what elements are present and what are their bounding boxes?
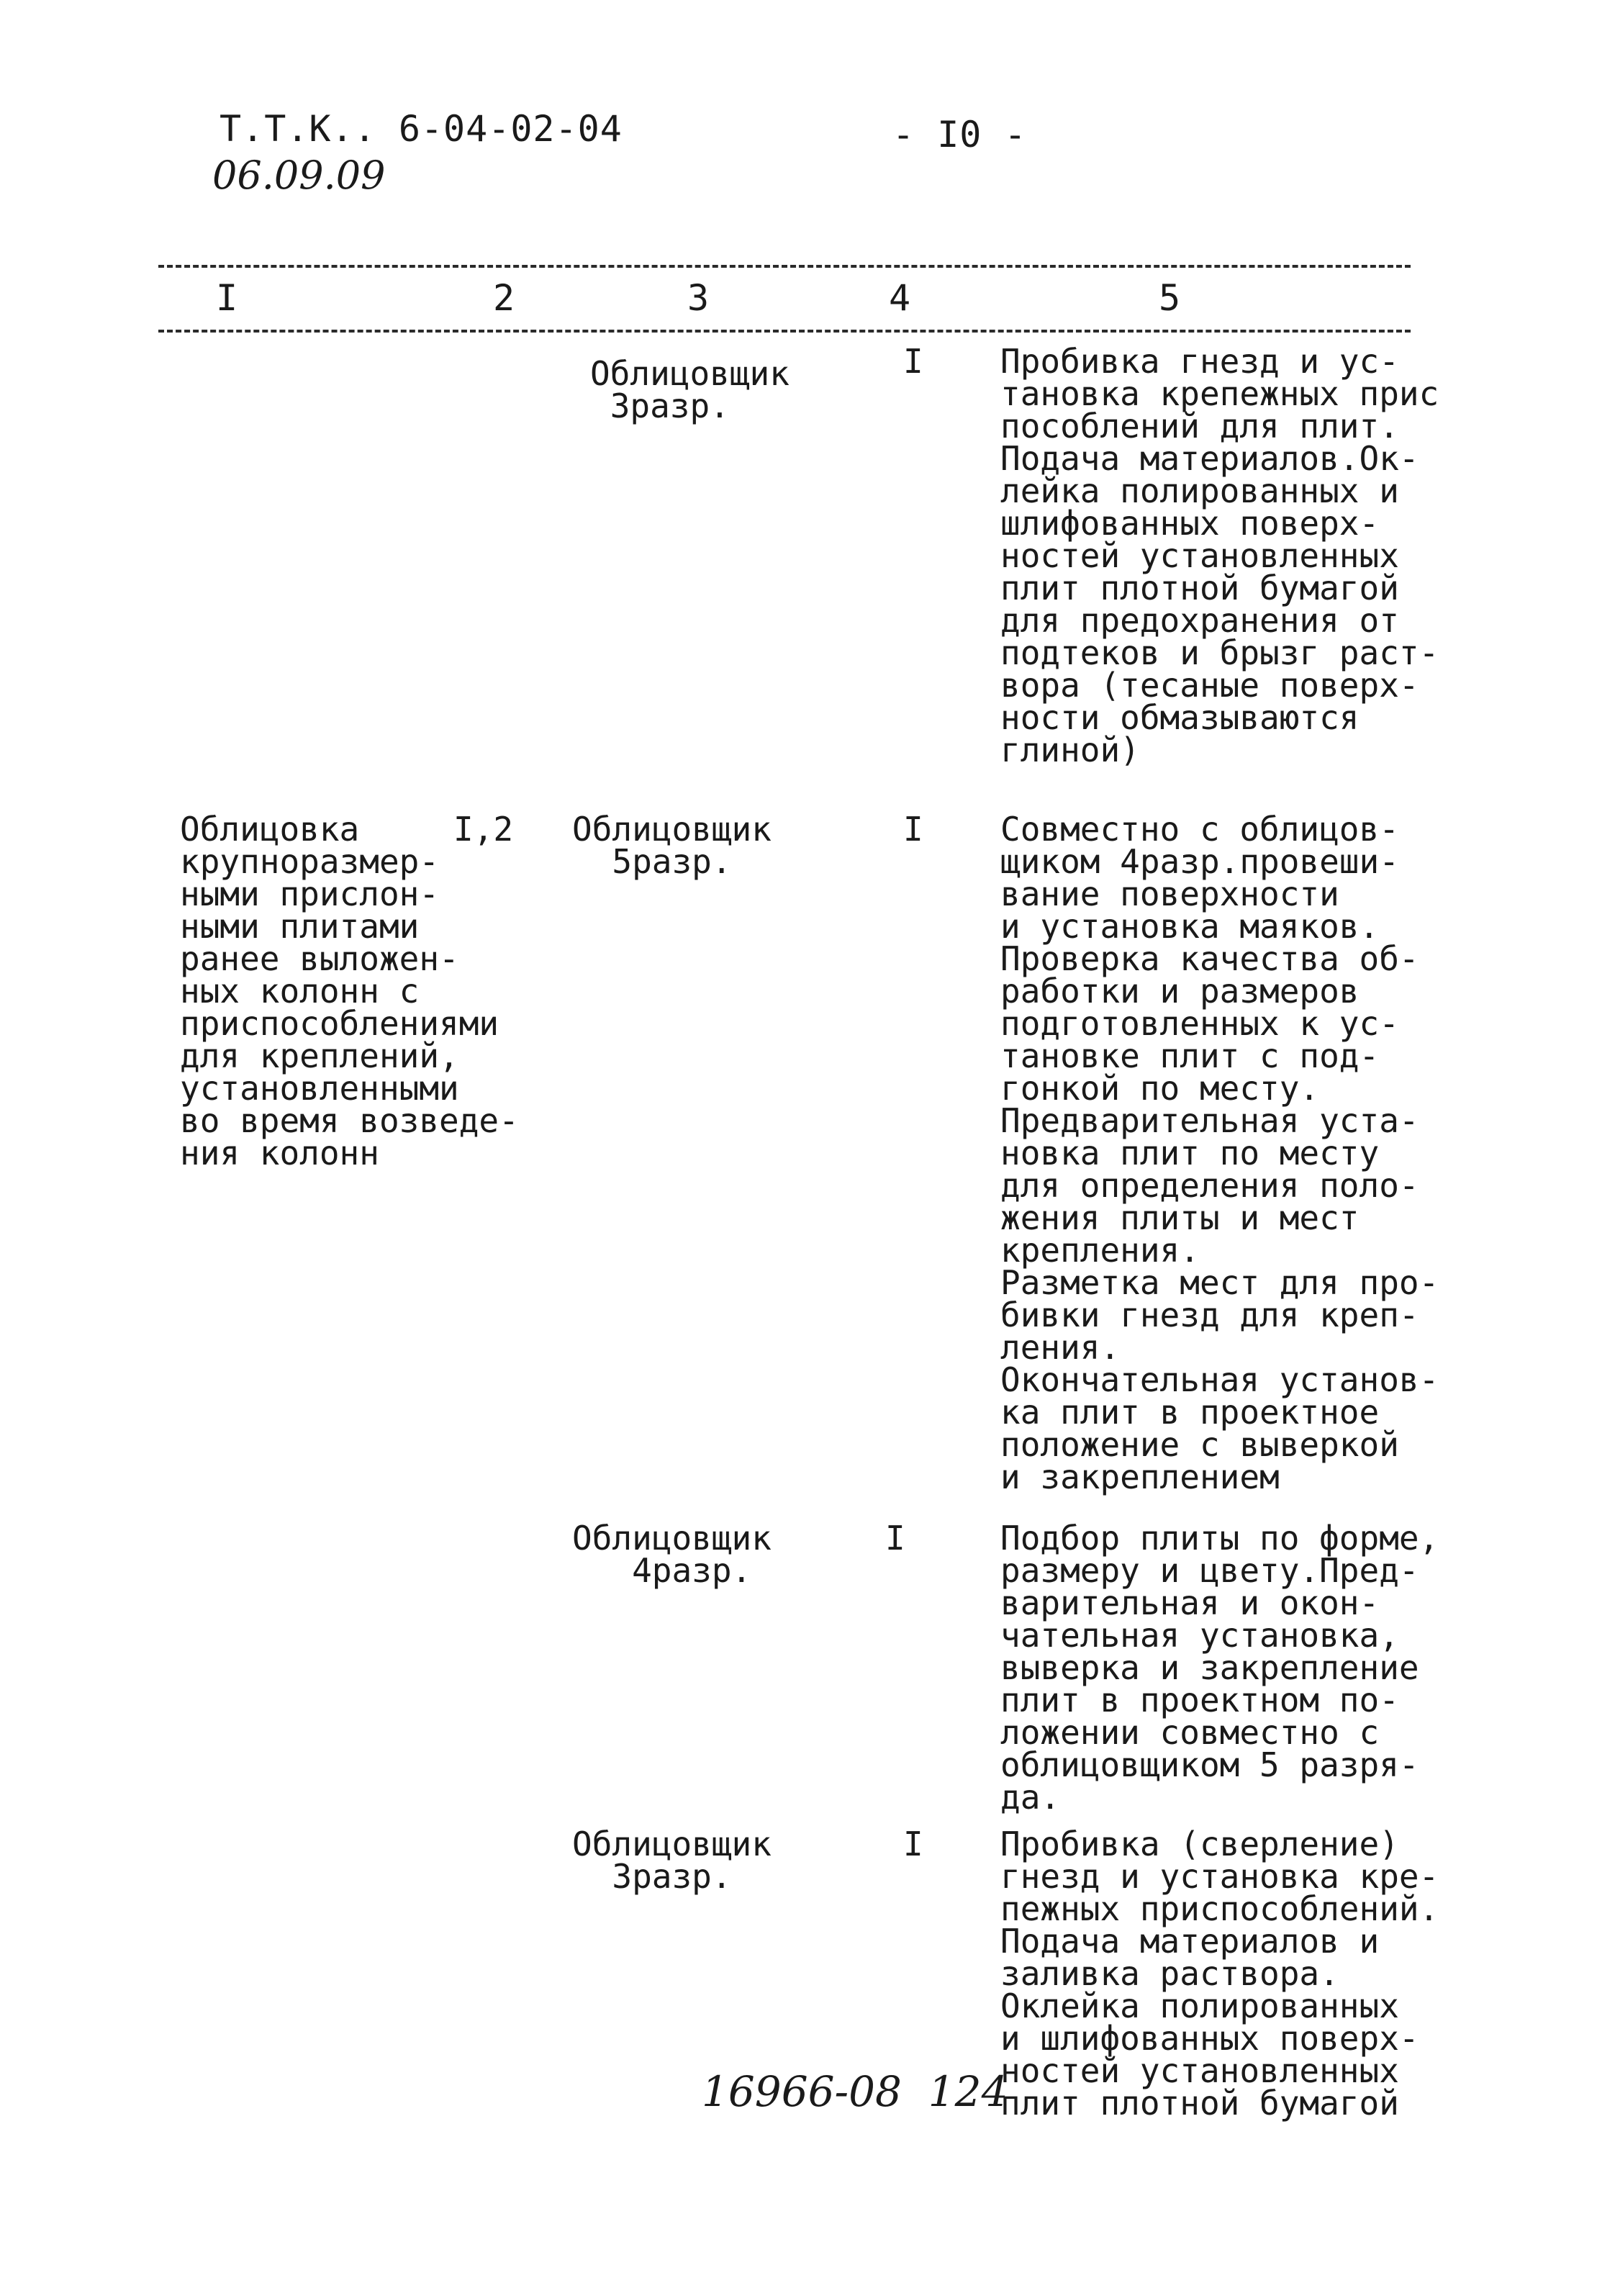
table-row-1-operations: Пробивка гнезд и ус- тановка крепежных прис пособлений для плит. Подача материалов.Ок- лейка полированных и шлифованных поверх- ностей установленных плит плотной бумагой для предохранения от подтеков и брызг раст- вора (тесаные поверх- ности обмазываются глиной) (1000, 342, 1439, 769)
column-number-2: 2 (493, 277, 515, 319)
column-number-4: 4 (889, 277, 911, 319)
handwritten-footer-number: 16966-08 124 (702, 2067, 1008, 2116)
table-row-2-qty: I (903, 810, 923, 849)
table-row-3-profession: Облицовщик 4разр. (572, 1519, 772, 1590)
table-row-2-operations: Совместно с облицов- щиком 4разр.провеши- вание поверхности и установка маяков. Проверка качества об- работки и размеров подготовленных к ус- тановке плит с под- гонкой по месту. Предварительная уста- новка плит по месту для определения поло- жения плиты и мест крепления. Разметка мест для про- бивки гнезд для креп- ления. Окончательная установ- ка плит в проектное положение с выверкой и закреплением (1000, 810, 1439, 1496)
table-row-4-qty: I (903, 1825, 923, 1863)
handwritten-code: 06.09.09 (212, 153, 386, 198)
document-code: Т.Т.К.. 6-04-02-04 (220, 108, 623, 150)
table-row-3-qty: I (885, 1519, 905, 1558)
column-number-5: 5 (1159, 277, 1181, 319)
table-header-rule (158, 330, 1411, 333)
table-row-1-qty: I (903, 342, 923, 381)
column-number-1: I (216, 277, 238, 319)
table-row-4-operations: Пробивка (сверление) гнезд и установка кре- пежных приспособлений. Подача материалов и заливка раствора. Оклейка полированных и шлифованных поверх- ностей установленных плит плотной бумагой (1000, 1825, 1439, 2123)
table-row-1-profession: Облицовщик 3разр. (590, 354, 790, 425)
table-row-2-profession: Облицовщик 5разр. (572, 810, 772, 881)
table-row-4-profession: Облицовщик 3разр. (572, 1825, 772, 1896)
column-number-3: 3 (687, 277, 710, 319)
table-row-3-operations: Подбор плиты по форме, размеру и цвету.Пред- варительная и окон- чательная установка, выверка и закрепление плит в проектном по- ложении совместно с облицовщиком 5 разря- да. (1000, 1519, 1439, 1817)
table-row-2-work: Облицовка крупноразмер- ными прислон- ными плитами ранее выложен- ных колонн с приспособлениями для креплений, установленными во время возведе- ния колонн (180, 810, 519, 1172)
table-row-2-work-number: I,2 (453, 810, 514, 849)
page-number: - I0 - (892, 114, 1027, 155)
table-top-rule (158, 265, 1411, 268)
